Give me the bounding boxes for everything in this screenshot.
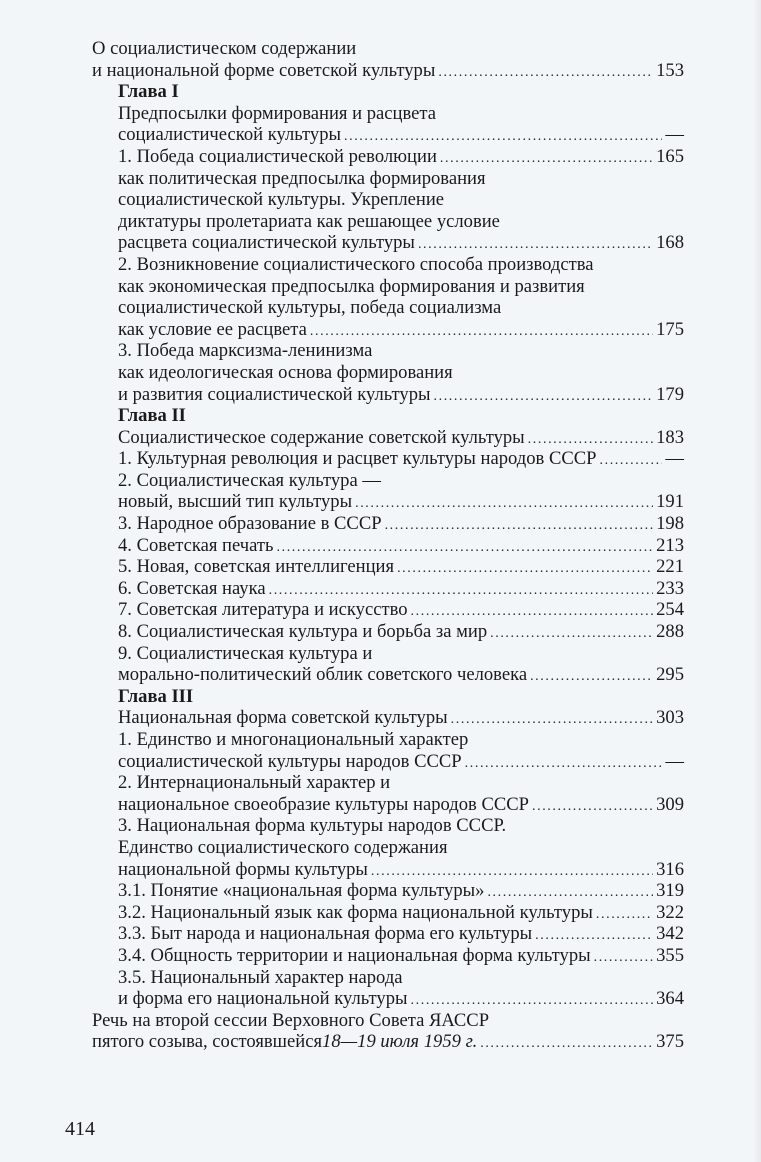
toc-entry-text: 1. Единство и многонациональный характер <box>118 729 469 750</box>
toc-entry-text: социалистической культуры народов СССР <box>118 750 462 772</box>
toc-page-number: 303 <box>656 707 684 729</box>
toc-entry-text: 3.5. Национальный характер народа <box>118 966 403 988</box>
toc-entry-text: Глава I <box>118 81 179 103</box>
toc-page-number: 179 <box>656 383 684 405</box>
dot-leader <box>440 148 653 170</box>
toc-entry-line <box>92 859 684 881</box>
toc-entry-date: 18—19 июля 1959 г. <box>322 1031 478 1053</box>
toc-entry-line <box>92 643 684 665</box>
dot-leader <box>535 925 653 947</box>
toc-entry-line <box>92 967 684 989</box>
toc-entry-line <box>92 470 684 492</box>
toc-page-number: 355 <box>656 944 684 966</box>
toc-entry-text: 3.1. Понятие «национальная форма культуры» <box>118 880 485 902</box>
toc-chapter-heading <box>92 405 684 427</box>
toc-entry-line <box>92 38 684 60</box>
page-edge-shadow <box>753 0 761 1162</box>
dot-leader <box>596 904 653 926</box>
toc-entry-line <box>92 988 684 1010</box>
dot-leader <box>594 947 654 969</box>
toc-entry-text: Единство социалистического содержания <box>118 836 448 858</box>
toc-entry-line <box>92 880 684 902</box>
toc-entry-text: 1. Культурная революция и расцвет культуры народов СССР <box>118 448 597 470</box>
toc-entry-text: национальное своеобразие культуры народов СССР <box>118 793 529 815</box>
toc-entry-text: Глава III <box>118 685 194 707</box>
toc-page-number: 295 <box>656 664 684 686</box>
toc-entry-text: Речь на второй сессии Верховного Совета ЯАССР <box>92 1009 490 1031</box>
page-number: 414 <box>65 1118 95 1140</box>
toc-entry-text: национальной формы культуры <box>118 858 368 880</box>
toc-entry-line <box>92 772 684 794</box>
toc-page-number: 213 <box>656 534 684 556</box>
toc-entry-text: 3. Победа марксизма-ленинизма <box>118 340 373 362</box>
toc-entry-line <box>92 729 684 751</box>
toc-entry-line <box>92 923 684 945</box>
dot-leader <box>385 515 654 537</box>
toc-entry-line <box>92 621 684 643</box>
toc-entry-line <box>92 146 684 168</box>
toc-page-number: 288 <box>656 621 684 643</box>
toc-entry-text: 3. Национальная форма культуры народов СССР. <box>118 815 507 837</box>
dot-leader <box>277 537 654 559</box>
toc-entry-text: как условие ее расцвета <box>118 318 307 340</box>
dot-leader <box>344 126 662 148</box>
toc-entry-text: 7. Советская литература и искусство <box>118 599 408 621</box>
toc-entry-text: Национальная форма советской культуры <box>118 707 448 729</box>
dot-leader <box>434 386 654 408</box>
toc-entry-line <box>92 945 684 967</box>
toc-page-number: 316 <box>656 858 684 880</box>
toc-entry-text: как экономическая предпосылка формирования и развития <box>118 275 585 297</box>
toc-entry-text: и развития социалистической культуры <box>118 383 431 405</box>
toc-chapter-heading <box>92 686 684 708</box>
toc-page-number: 191 <box>656 491 684 513</box>
toc-entry-line <box>92 837 684 859</box>
dot-leader <box>438 62 653 84</box>
toc-page-number: 221 <box>656 556 684 578</box>
dot-leader <box>371 861 653 883</box>
toc-entry-text: О социалистическом содержании <box>92 38 357 59</box>
toc-entry-line <box>92 384 684 406</box>
toc-entry-text: 6. Советская наука <box>118 577 266 599</box>
dot-leader <box>418 234 653 256</box>
toc-entry-line <box>92 664 684 686</box>
toc-page-number: — <box>665 448 684 470</box>
toc-entry-line <box>92 232 684 254</box>
dot-leader <box>532 796 653 818</box>
toc-entry-line <box>92 211 684 233</box>
toc-entry-line <box>92 491 684 513</box>
toc-entry-text: расцвета социалистической культуры <box>118 232 415 254</box>
toc-entry-line <box>92 599 684 621</box>
toc-page-number: — <box>665 750 684 772</box>
dot-leader <box>355 493 653 515</box>
toc-page-number: 233 <box>656 577 684 599</box>
toc-entry-line <box>92 578 684 600</box>
toc-entry-line <box>92 427 684 449</box>
toc-entry-line <box>92 902 684 924</box>
toc-entry-text: 9. Социалистическая культура и <box>118 642 373 664</box>
toc-entry-line <box>92 707 684 729</box>
toc-entry-line <box>92 794 684 816</box>
toc-entry-line <box>92 535 684 557</box>
toc-entry-line <box>92 168 684 190</box>
toc-entry-line <box>92 448 684 470</box>
dot-leader <box>480 1033 653 1055</box>
dot-leader <box>465 753 663 775</box>
toc-entry-text: Глава II <box>118 405 186 427</box>
toc-entry-line <box>92 254 684 276</box>
toc-entry-text: социалистической культуры, победа социализма <box>118 297 502 319</box>
toc-entry-text: 1. Победа социалистической революции <box>118 145 437 167</box>
dot-leader <box>530 666 653 688</box>
toc-page-number: 342 <box>656 923 684 945</box>
toc-page-number: 198 <box>656 513 684 535</box>
toc-page-number: 153 <box>656 59 684 81</box>
toc-entry-text: 3. Народное образование в СССР <box>118 513 382 535</box>
dot-leader <box>411 601 654 623</box>
toc-page-number: — <box>665 124 684 146</box>
toc-entry-text: и национальной форме советской культуры <box>92 59 436 81</box>
toc-entry-text: новый, высший тип культуры <box>118 491 353 513</box>
toc-entry-line <box>92 1031 684 1053</box>
toc-page-number: 322 <box>656 901 684 923</box>
toc-entry-text: 3.3. Быт народа и национальная форма его культуры <box>118 923 533 945</box>
toc-entry-line <box>92 815 684 837</box>
toc-entry-text: диктатуры пролетариата как решающее условие <box>118 210 500 232</box>
dot-leader <box>487 882 653 904</box>
toc-entry-line <box>92 751 684 773</box>
dot-leader <box>451 709 653 731</box>
toc-entry-text: пятого созыва, состоявшейся <box>92 1031 323 1053</box>
toc-entry-text: как идеологическая основа формирования <box>118 361 453 383</box>
toc-entry-line <box>92 340 684 362</box>
toc-entry-text: Предпосылки формирования и расцвета <box>118 102 437 124</box>
toc-entry-text: 3.2. Национальный язык как форма национальной культуры <box>118 901 593 923</box>
dot-leader <box>528 429 653 451</box>
toc-entry-line <box>92 1010 684 1032</box>
toc-entry-line <box>92 60 684 82</box>
dot-leader <box>310 321 653 343</box>
dot-leader <box>490 623 653 645</box>
toc-entry-text: как политическая предпосылка формирования <box>118 167 486 189</box>
toc-entry-line <box>92 297 684 319</box>
toc-page-number: 175 <box>656 318 684 340</box>
table-of-contents <box>92 38 684 1053</box>
toc-entry-text: Социалистическое содержание советской культуры <box>118 426 525 448</box>
toc-entry-text: социалистической культуры. Укрепление <box>118 189 445 211</box>
toc-page-number: 319 <box>656 880 684 902</box>
toc-entry-line <box>92 362 684 384</box>
toc-entry-line <box>92 103 684 125</box>
toc-entry-line <box>92 276 684 298</box>
toc-entry-text: 4. Советская печать <box>118 534 274 556</box>
toc-entry-text: 8. Социалистическая культура и борьба за мир <box>118 621 488 643</box>
dot-leader <box>269 580 654 602</box>
toc-page-number: 254 <box>656 599 684 621</box>
toc-entry-line <box>92 319 684 341</box>
toc-page-number: 168 <box>656 232 684 254</box>
dot-leader <box>411 990 654 1012</box>
toc-entry-text: 3.4. Общность территории и национальная форма культуры <box>118 944 591 966</box>
toc-page-number: 364 <box>656 988 684 1010</box>
toc-entry-text: 2. Интернациональный характер и <box>118 772 391 794</box>
toc-page-number: 183 <box>656 426 684 448</box>
dot-leader <box>397 558 653 580</box>
toc-entry-text: 2. Возникновение социалистического способа производства <box>118 253 594 275</box>
toc-page-number: 309 <box>656 793 684 815</box>
toc-page-number: 375 <box>656 1031 684 1053</box>
toc-entry-text: и форма его национальной культуры <box>118 988 408 1010</box>
toc-entry-line <box>92 124 684 146</box>
toc-entry-text: 2. Социалистическая культура — <box>118 469 381 491</box>
toc-entry-line <box>92 556 684 578</box>
toc-chapter-heading <box>92 81 684 103</box>
toc-page-number: 165 <box>656 145 684 167</box>
toc-entry-text: 5. Новая, советская интеллигенция <box>118 556 395 578</box>
toc-entry-line <box>92 189 684 211</box>
toc-entry-line <box>92 513 684 535</box>
toc-entry-text: морально-политический облик советского человека <box>118 664 528 686</box>
toc-entry-text: социалистической культуры <box>118 124 341 146</box>
dot-leader <box>600 450 663 472</box>
